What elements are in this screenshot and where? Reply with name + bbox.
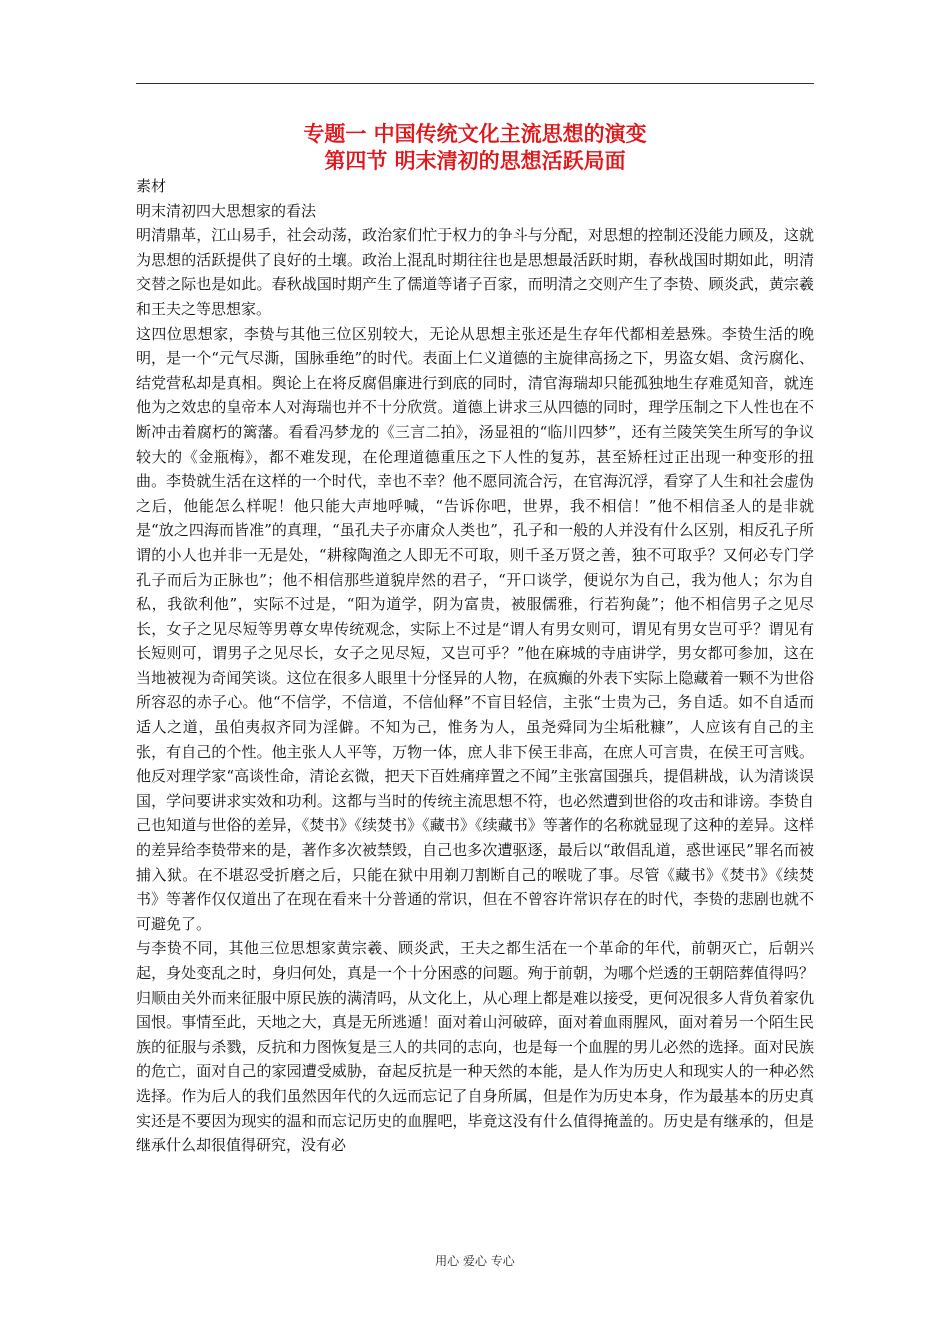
page-footer: 用心 爱心 专心: [435, 1254, 515, 1268]
paragraph: 这四位思想家，李贽与其他三位区别较大，无论从思想主张还是生存年代都相差悬殊。李贽生活的晚明，是一个“元气尽澌，国脉垂绝”的时代。表面上仁义道德的主旋律高扬之下，男盗女娼、贪污腐化、结党营私却是真相。舆论上在将反腐倡廉进行到底的同时，清官海瑞却只能孤独地生存难觅知音，就连他为之效忠的皇帝本人对海瑞也并不十分欣赏。道德上讲求三从四德的同时，理学压制之下人性也在不断冲击着腐朽的篱藩。看看冯梦龙的《三言二拍》，汤显祖的“临川四梦”，还有兰陵笑笑生所写的争议较大的《金瓶梅》，都不难发现，在伦理道德重压之下人性的复苏，甚至矫枉过正出现一种变形的扭曲。李贽就生活在这样的一个时代，幸也不幸？他不愿同流合污，在官海沉浮，看穿了人生和社会虚伪之后，他能怎么样呢！他只能大声地呼喊，“告诉你吧，世界，我不相信！”他不相信圣人的是非就是“放之四海而皆准”的真理，“虽孔夫子亦庸众人类也”，孔子和一般的人并没有什么区别，相反孔子所谓的小人也并非一无是处，“耕稼陶渔之人即无不可取，则千圣万贤之善，独不可取乎？又何必专门学孔子而后为正脉也”；他不相信那些道貌岸然的君子，“开口谈学，便说尔为自己，我为他人；尔为自私，我欲利他”，实际不过是，“阳为道学，阴为富贵，被服儒雅，行若狗彘”；他不相信男子之见尽长，女子之见尽短等男尊女卑传统观念，实际上不过是“谓人有男女则可，谓见有男女岂可乎？谓见有长短则可，谓男子之见尽长，女子之见尽短，又岂可乎？”他在麻城的寺庙讲学，男女都可参加，这在当地被视为奇闻笑谈。这位在很多人眼里十分怪异的人物，在疯癫的外表下实际上隐藏着一颗不为世俗所容忍的赤子心。他“不信学，不信道，不信仙释”不盲目轻信，主张“士贵为己，务自适。如不自适而适人之道，虽伯夷叔齐同为淫僻。不知为己，惟务为人，虽尧舜同为尘垢秕糠”，人应该有自己的主张，有自己的个性。他主张人人平等，万物一体，庶人非下侯王非高，在庶人可言贵，在侯王可言贱。他反对理学家“高谈性命，清论玄微，把天下百姓痛痒置之不闻”主张富国强兵，提倡耕战，认为清谈误国，学问要讲求实效和功利。这都与当时的传统主流思想不符，也必然遭到世俗的攻击和诽谤。李贽自己也知道与世俗的差异，《焚书》《续焚书》《藏书》《续藏书》等著作的名称就显现了这种的差异。这样的差异给李贽带来的是，著作多次被禁毁，自己也多次遭驱逐，最后以“敢倡乱道，惑世诬民”罪名而被捕入狱。在不堪忍受折磨之后，只能在狱中用剃刀割断自己的喉咙了事。尽管《藏书》《焚书》《续焚书》等著作仅仅道出了在现在看来十分普通的常识，但在不曾容许常识存在的时代，李贽的悲剧也就不可避免了。: [136, 324, 814, 933]
paragraph: 明清鼎革，江山易手，社会动荡，政治家们忙于权力的争斗与分配，对思想的控制还没能力顾及，这就为思想的活跃提供了良好的土壤。政治上混乱时期往往也是思想最活跃时期，春秋战国时期如此，明清交替之际也是如此。春秋战国时期产生了儒道等诸子百家，而明清之交则产生了李贽、顾炎武，黄宗羲和王夫之等思想家。: [136, 226, 814, 318]
chapter-title: 专题一 中国传统文化主流思想的演变: [303, 122, 647, 146]
article-body: [136, 174, 814, 1158]
material-label: 素材: [136, 177, 167, 195]
header-rule: [136, 83, 814, 84]
section-title: 第四节 明末清初的思想活跃局面: [324, 149, 626, 173]
article-subtitle: 明末清初四大思想家的看法: [136, 201, 317, 220]
paragraph: 与李贽不同，其他三位思想家黄宗羲、顾炎武，王夫之都生活在一个革命的年代，前朝灭亡，后朝兴起，身处变乱之时，身归何处，真是一个十分困惑的问题。殉于前朝，为哪个烂透的王朝陪葬值得吗？归顺由关外而来征服中原民族的满清吗，从文化上，从心理上都是难以接受，更何况很多人背负着家仇国恨。事情至此，天地之大，真是无所逃遁！面对着山河破碎，面对着血雨腥风，面对着另一个陌生民族的征服与杀戮，反抗和力图恢复是三人的共同的志向，也是每一个血腥的男儿必然的选择。面对民族的危亡，面对自己的家园遭受威胁，奋起反抗是一种天然的本能，是人作为历史人和现实人的一种必然选择。作为后人的我们虽然因年代的久远而忘记了自身所属，但是作为历史本身，作为最基本的历史真实还是不要因为现实的温和而忘记历史的血腥吧，毕竟这没有什么值得掩盖的。历史是有继承的，但是继承什么却很值得研究，没有必: [136, 939, 814, 1155]
title-block: [136, 121, 814, 175]
